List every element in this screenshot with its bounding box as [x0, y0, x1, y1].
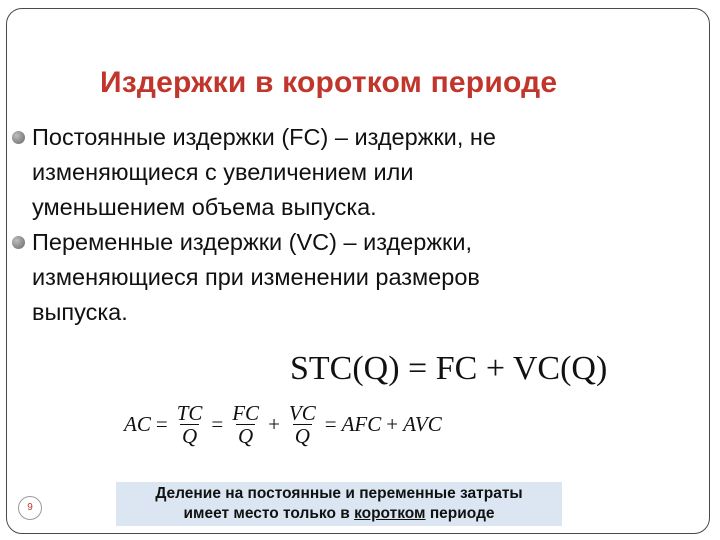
fraction-denominator: Q — [294, 424, 310, 448]
slide-title: Издержки в коротком периоде — [100, 66, 558, 99]
fraction-vc-over-q — [287, 402, 318, 447]
bullet-text-line: изменяющиеся при изменении размеров — [32, 264, 480, 290]
formula-operator: = — [155, 412, 168, 436]
bullet-text-line: уменьшением объема выпуска. — [32, 194, 377, 220]
note-text: периоде — [425, 505, 495, 522]
note-box — [116, 482, 562, 526]
fraction-numerator: TC — [176, 401, 203, 425]
bullet-variable-costs — [12, 225, 592, 330]
bullet-text-line: выпуска. — [32, 299, 128, 325]
page-number-badge: 9 — [18, 496, 42, 520]
bullet-dot-icon — [12, 131, 25, 144]
fraction-tc-over-q — [175, 402, 205, 447]
bullet-list — [12, 120, 592, 330]
formula-term: AC — [124, 412, 151, 436]
formula-operator: = — [211, 412, 224, 436]
formula-term: AVC — [403, 412, 442, 436]
note-line-2 — [116, 504, 562, 524]
fraction-denominator: Q — [181, 424, 198, 448]
fraction-fc-over-q — [230, 402, 261, 447]
note-line-1: Деление на постоянные и переменные затраты — [155, 485, 523, 502]
bullet-text-line: изменяющиеся с увеличением или — [32, 159, 414, 185]
formula-average-cost — [124, 402, 442, 447]
note-text: имеет место только в — [183, 505, 355, 522]
bullet-fixed-costs — [12, 120, 592, 225]
formula-operator: = — [324, 412, 337, 436]
formula-short-run-total-cost: STC(Q) = FC + VC(Q) — [290, 350, 608, 387]
fraction-numerator: FC — [232, 401, 260, 425]
note-underlined-word: коротком — [354, 505, 426, 522]
bullet-text-line: Переменные издержки (VC) – издержки, — [32, 229, 472, 255]
formula-operator: + — [268, 412, 280, 436]
fraction-denominator: Q — [238, 424, 254, 448]
fraction-numerator: VC — [288, 401, 316, 425]
bullet-text-line: Постоянные издержки (FC) – издержки, не — [32, 124, 496, 150]
formula-operator: + — [386, 412, 399, 436]
formula-term: AFC — [341, 412, 382, 436]
bullet-dot-icon — [12, 236, 25, 249]
